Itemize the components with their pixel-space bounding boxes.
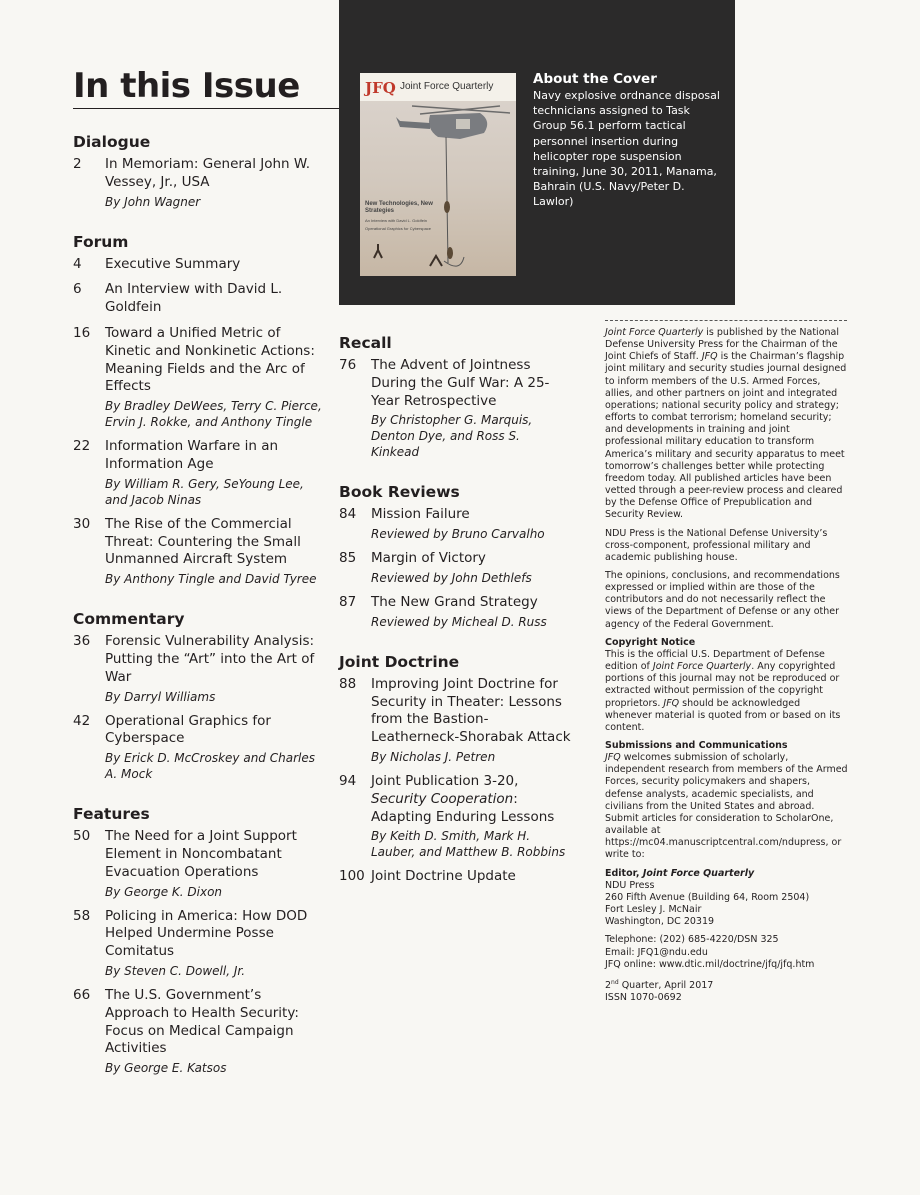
article-title: Joint Publication 3-20, Security Cooperation: Adapting Enduring Lessons — [371, 772, 555, 825]
cover-teaser: Operational Graphics for Cyberspace — [365, 226, 432, 231]
disclaimer: The opinions, conclusions, and recommendations expressed or implied within are those of the contributors and do not necessarily reflect the views of the Department of Defense or any other agency of the Federal Government. — [605, 569, 840, 630]
article-author: Reviewed by John Dethlefs — [371, 570, 532, 585]
page-number: 84 — [339, 506, 357, 523]
cover-image — [360, 73, 516, 276]
section-commentary — [73, 609, 323, 782]
article-title: Policing in America: How DOD Helped Undermine Posse Comitatus — [105, 907, 308, 960]
page-number: 30 — [73, 515, 91, 532]
toc-entry[interactable] — [73, 987, 323, 1076]
toc-entry[interactable] — [339, 594, 571, 630]
toc-entry[interactable] — [73, 516, 323, 587]
toc-left-column — [73, 132, 323, 1084]
section-book-reviews — [339, 482, 571, 629]
article-title: Improving Joint Doctrine for Security in Theater: Lessons from the Bastion-Leatherneck-Shorabak Attack — [371, 675, 571, 746]
page-number: 36 — [73, 633, 91, 650]
masthead — [605, 327, 850, 1010]
article-author: By Christopher G. Marquis, Denton Dye, and Ross S. Kinkead — [371, 413, 533, 460]
toc-middle-column — [339, 333, 571, 894]
masthead-divider — [605, 320, 847, 321]
helicopter-illustration — [360, 73, 516, 276]
article-title: Information Warfare in an Information Age — [105, 438, 279, 472]
page-number: 100 — [339, 868, 365, 885]
copyright-notice: Copyright Notice This is the official U.S. Department of Defense edition of Joint Force Quarterly. Any copyrighted portions of this journal may not be reproduced or extracted without permission of the copyright proprietors. JFQ should be acknowledged whenever material is quoted from or based on its content. — [605, 636, 841, 733]
article-title: In Memoriam: General John W. Vessey, Jr., USA — [105, 156, 310, 190]
issue-info: 2nd Quarter, April 2017 ISSN 1070-0692 — [605, 978, 714, 1004]
article-title: The Advent of Jointness During the Gulf War: A 25-Year Retrospective — [371, 357, 550, 409]
article-title: Forensic Vulnerability Analysis: Putting the “Art” into the Art of War — [105, 633, 315, 685]
toc-entry[interactable] — [339, 676, 571, 765]
email-link[interactable]: Email: JFQ1@ndu.edu — [605, 946, 708, 958]
page-number: 58 — [73, 907, 91, 924]
section-dialogue — [73, 132, 323, 210]
article-title: Executive Summary — [105, 255, 241, 272]
section-heading: Joint Doctrine — [339, 652, 460, 671]
about-cover — [533, 71, 723, 210]
section-features — [73, 804, 323, 1076]
toc-entry[interactable] — [73, 713, 323, 783]
title-rule — [73, 108, 339, 109]
section-heading: Forum — [73, 232, 129, 251]
issn: ISSN 1070-0692 — [605, 992, 682, 1004]
page-number: 16 — [73, 324, 91, 341]
cover-panel — [339, 0, 735, 305]
article-author: By Nicholas J. Petren — [371, 749, 496, 764]
section-heading: Commentary — [73, 610, 185, 629]
website-link[interactable]: JFQ online: www.dtic.mil/doctrine/jfq/jfq.htm — [605, 958, 815, 970]
article-title: The U.S. Government’s Approach to Health Security: Focus on Medical Campaign Activities — [105, 986, 299, 1057]
article-author: By Anthony Tingle and David Tyree — [105, 572, 317, 587]
article-title: An Interview with David L. Goldfein — [105, 281, 283, 316]
article-author: By John Wagner — [105, 194, 201, 209]
section-forum — [73, 232, 323, 588]
article-title: The New Grand Strategy — [371, 593, 538, 610]
article-title: Margin of Victory — [371, 550, 486, 567]
page-number: 4 — [73, 255, 82, 272]
article-title: The Rise of the Commercial Threat: Countering the Small Unmanned Aircraft System — [105, 515, 301, 568]
toc-entry[interactable] — [73, 438, 323, 508]
toc-entry[interactable] — [73, 156, 323, 210]
contact-info: Telephone: (202) 685-4220/DSN 325 Email: JFQ1@ndu.edu JFQ online: www.dtic.mil/doctrine/jfq/jfq.htm — [605, 934, 815, 970]
page-number: 6 — [73, 281, 82, 298]
toc-entry[interactable] — [73, 325, 323, 430]
cover-headline: New Technologies, New Strategies An Interview with David L. Goldfein Operational Graphics for Cyberspace — [365, 201, 435, 231]
page-number: 85 — [339, 550, 357, 567]
article-author: By William R. Gery, SeYoung Lee, and Jacob Ninas — [105, 476, 304, 507]
article-author: By George K. Dixon — [105, 884, 223, 899]
page-number: 87 — [339, 593, 357, 610]
cover-journal-name: Joint Force Quarterly — [400, 81, 494, 92]
section-heading: Book Reviews — [339, 483, 460, 502]
toc-entry[interactable] — [73, 828, 323, 899]
article-title: The Need for a Joint Support Element in Noncombatant Evacuation Operations — [105, 828, 297, 880]
about-cover-title: About the Cover — [533, 71, 657, 87]
article-author: Reviewed by Bruno Carvalho — [371, 527, 545, 542]
cover-teaser: An Interview with David L. Goldfein — [365, 218, 428, 223]
toc-entry[interactable] — [73, 256, 323, 274]
toc-entry[interactable] — [339, 773, 571, 860]
article-author: Reviewed by Micheal D. Russ — [371, 614, 547, 629]
page-number: 50 — [73, 828, 91, 845]
article-author: By Darryl Williams — [105, 689, 216, 704]
article-author: By Steven C. Dowell, Jr. — [105, 963, 246, 978]
page-number: 22 — [73, 438, 91, 455]
article-author: By Bradley DeWees, Terry C. Pierce, Ervin J. Rokke, and Anthony Tingle — [105, 399, 322, 430]
submissions: Submissions and Communications JFQ welcomes submission of scholarly, independent research from members of the Armed Forces, security policymakers and shapers, defense analysts, academic specialists, and civilians from the United States and abroad. Submit articles for consideration to ScholarOne, available at https://mc04.manuscriptcentral.com/ndupress, or write to: — [605, 740, 848, 861]
section-heading: Dialogue — [73, 133, 151, 151]
page-title: In this Issue — [73, 66, 300, 106]
editor-address: Editor, Joint Force Quarterly NDU Press 260 Fifth Avenue (Building 64, Room 2504) Fort Lesley J. McNair Washington, DC 20319 — [605, 867, 810, 928]
page-number: 42 — [73, 712, 91, 729]
about-cover-text: Navy explosive ordnance disposal technicians assigned to Task Group 56.1 perform tactical personnel insertion during helicopter rope suspension training, June 30, 2011, Manama, Bahrain (U.S. Navy/Peter D. Lawlor) — [533, 89, 720, 209]
page-number: 94 — [339, 772, 357, 789]
toc-entry[interactable] — [73, 281, 323, 317]
toc-entry[interactable] — [339, 357, 571, 460]
toc-entry[interactable] — [339, 868, 571, 886]
article-title: Joint Doctrine Update — [371, 868, 516, 885]
toc-entry[interactable] — [339, 506, 571, 542]
article-title: Toward a Unified Metric of Kinetic and Nonkinetic Actions: Meaning Fields and the Arc of Effects — [105, 324, 315, 395]
article-author: By Erick D. McCroskey and Charles A. Mock — [105, 751, 315, 782]
section-joint-doctrine — [339, 652, 571, 886]
section-heading: Recall — [339, 334, 392, 352]
publication-statement: Joint Force Quarterly is published by the National Defense University Press for the Chairman of the Joint Chiefs of Staff. JFQ is the Chairman’s flagship joint military and security studies journal designed to inform members of the U.S. Armed Forces, allies, and other partners on joint and integrated operations; national security policy and strategy; efforts to combat terrorism; homeland security; and developments in training and joint professional military education to transform America’s military and security apparatus to meet tomorrow’s challenges better while protecting freedom today. All published articles have been vetted through a peer-review process and cleared by the Defense Office of Prepublication and Security Review. — [605, 327, 847, 521]
section-heading: Features — [73, 805, 150, 824]
ndu-press-statement: NDU Press is the National Defense University’s cross-component, professional military and academic publishing house. — [605, 527, 828, 563]
cover-logo: JFQ — [365, 79, 396, 97]
section-recall — [339, 333, 571, 460]
article-title: Operational Graphics for Cyberspace — [105, 712, 271, 747]
page-number: 2 — [73, 156, 82, 172]
article-title: Mission Failure — [371, 506, 470, 523]
toc-entry[interactable] — [73, 908, 323, 979]
page-number: 66 — [73, 986, 91, 1003]
toc-entry[interactable] — [339, 550, 571, 586]
article-author: By George E. Katsos — [105, 1061, 227, 1076]
page-number: 88 — [339, 675, 357, 692]
toc-entry[interactable] — [73, 633, 323, 704]
page-number: 76 — [339, 357, 357, 373]
article-author: By Keith D. Smith, Mark H. Lauber, and Matthew B. Robbins — [371, 829, 566, 860]
